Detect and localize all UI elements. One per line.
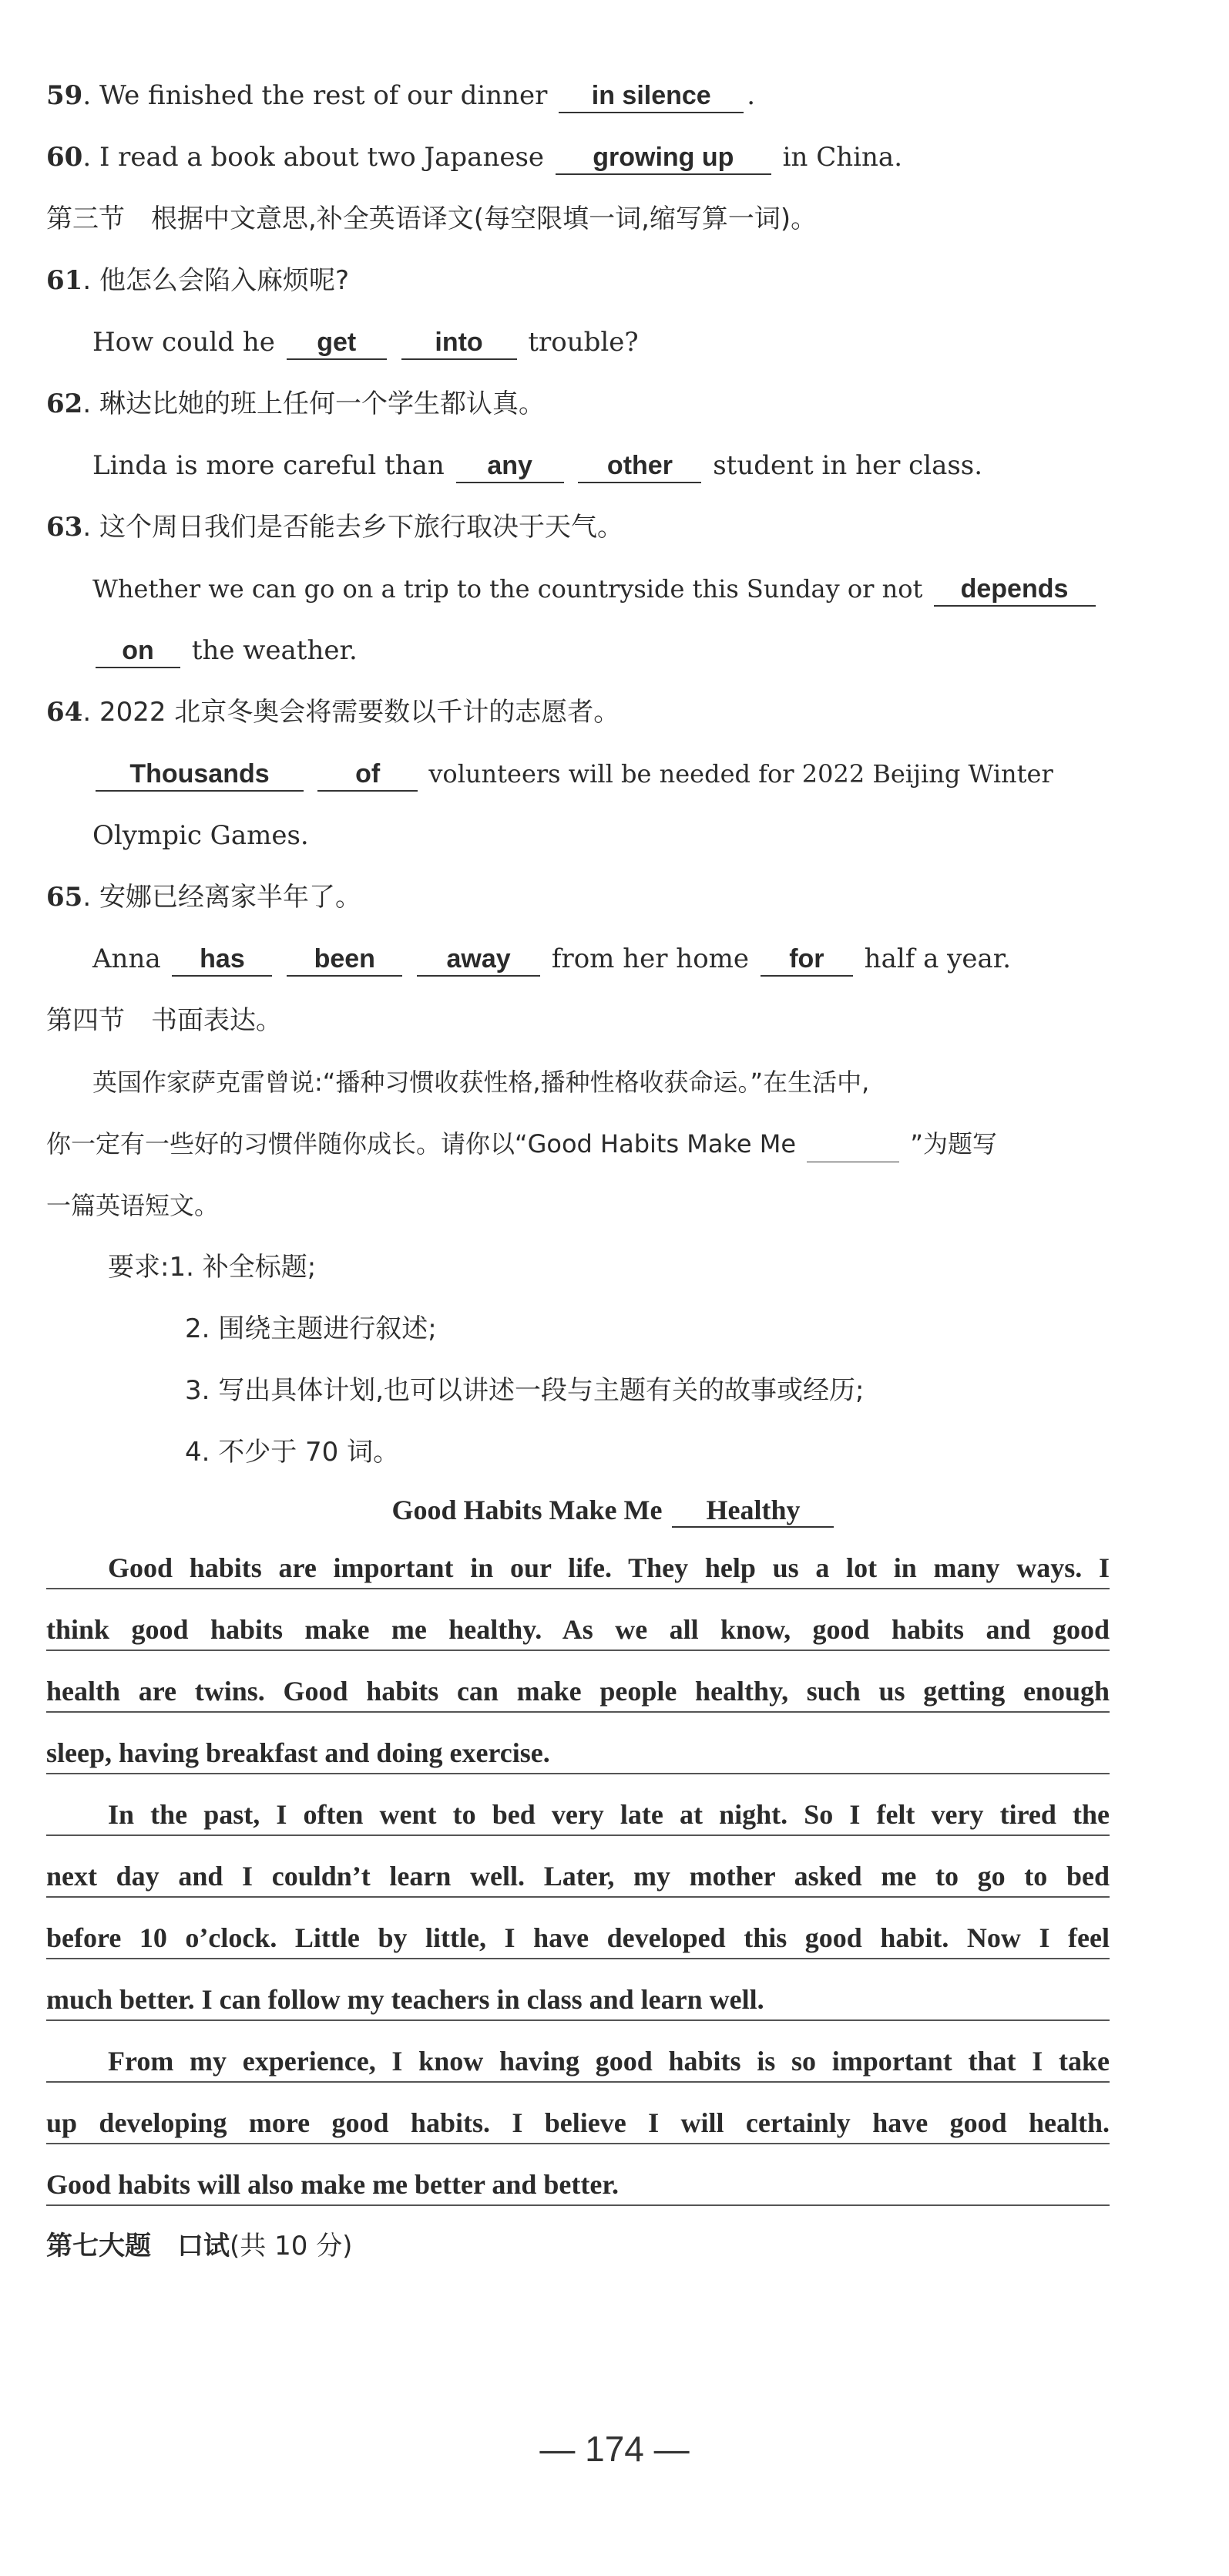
answer-blank: of <box>317 758 418 792</box>
answer-blank: any <box>456 449 564 483</box>
essay-line: next day and I couldn’t learn well. Later, my mother asked me to go to bed <box>46 1858 1110 1898</box>
question-text: How could he <box>92 327 275 358</box>
answer-blank: has <box>172 943 272 977</box>
chinese-prompt: . 安娜已经离家半年了。 <box>82 882 361 913</box>
chinese-prompt: . 他怎么会陷入麻烦呢? <box>82 265 349 296</box>
essay-line: In the past, I often went to bed very late at night. So I felt very tired the <box>46 1796 1110 1836</box>
essay-title-text: Good Habits Make Me <box>391 1495 663 1525</box>
answer-blank: depends <box>934 573 1096 607</box>
question-text: Whether we can go on a trip to the countryside this Sunday or not <box>92 574 923 604</box>
question-text: volunteers will be needed for 2022 Beijing Winter <box>428 759 1053 789</box>
requirement-4: 4. 不少于 70 词。 <box>185 1437 400 1468</box>
answer-blank: away <box>417 943 540 977</box>
essay-title <box>0 1491 1229 1528</box>
essay-title-answer: Healthy <box>672 1494 834 1528</box>
question-number: 63 <box>46 512 83 543</box>
title-blank <box>807 1129 899 1162</box>
question-text: . We finished the rest of our dinner <box>82 80 548 111</box>
answer-blank: growing up <box>556 141 771 175</box>
question-64-english <box>92 755 1113 792</box>
question-number: 61 <box>46 265 83 296</box>
requirement-3: 3. 写出具体计划,也可以讲述一段与主题有关的故事或经历; <box>185 1375 865 1406</box>
question-text: Anna <box>92 943 161 974</box>
question-64-chinese <box>46 694 1113 731</box>
question-number: 64 <box>46 697 83 728</box>
question-text-end: half a year. <box>864 943 1012 974</box>
section-7-title: 第七大题 口试 <box>46 2231 230 2262</box>
question-number: 60 <box>46 142 83 173</box>
section-7-heading <box>46 2228 1113 2265</box>
essay-line: sleep, having breakfast and doing exercise. <box>46 1734 1110 1774</box>
essay-line: Good habits are important in our life. They help us a lot in many ways. I <box>46 1549 1110 1589</box>
question-61-english <box>92 324 1113 361</box>
essay-line: up developing more good habits. I believe I will certainly have good health. <box>46 2104 1110 2144</box>
question-text-end: trouble? <box>528 327 639 358</box>
answer-blank: other <box>578 449 701 483</box>
chinese-prompt: . 2022 北京冬奥会将需要数以千计的志愿者。 <box>82 697 620 728</box>
answer-blank: been <box>287 943 402 977</box>
answer-blank: on <box>96 634 180 668</box>
section-7-score: (共 10 分) <box>230 2231 353 2262</box>
prompt-text: 你一定有一些好的习惯伴随你成长。请你以“Good Habits Make Me <box>46 1129 797 1159</box>
answer-blank: in silence <box>559 79 744 113</box>
prompt-line-2 <box>46 1125 1113 1162</box>
answer-blank: into <box>401 326 517 360</box>
question-text-end: . <box>747 80 756 111</box>
question-63-english-cont <box>92 632 1113 669</box>
question-text: . I read a book about two Japanese <box>82 142 545 173</box>
essay-line: Good habits will also make me better and better. <box>46 2166 1110 2206</box>
prompt-line-1: 英国作家萨克雷曾说:“播种习惯收获性格,播种性格收获命运。”在生活中, <box>92 1068 870 1097</box>
requirements-label: 要求: <box>108 1252 170 1283</box>
question-text-end: student in her class. <box>713 450 983 481</box>
essay-line: health are twins. Good habits can make people healthy, such us getting enough <box>46 1673 1110 1713</box>
question-63-chinese <box>46 509 1113 546</box>
prompt-text-end: ”为题写 <box>910 1129 997 1159</box>
question-63-english <box>92 570 1113 607</box>
chinese-prompt: . 琳达比她的班上任何一个学生都认真。 <box>82 388 545 419</box>
question-65-chinese <box>46 879 1113 916</box>
essay-line: much better. I can follow my teachers in class and learn well. <box>46 1981 1110 2021</box>
essay-line: before 10 o’clock. Little by little, I have developed this good habit. Now I feel <box>46 1919 1110 1959</box>
question-text-mid: from her home <box>551 943 750 974</box>
question-65-english <box>92 940 1113 977</box>
prompt-line-3: 一篇英语短文。 <box>46 1191 220 1220</box>
answer-blank: get <box>287 326 387 360</box>
question-62-chinese <box>46 385 1113 422</box>
question-text: Linda is more careful than <box>92 450 445 481</box>
answer-blank: Thousands <box>96 758 304 792</box>
question-61-chinese <box>46 262 1113 299</box>
question-64-english-cont: Olympic Games. <box>92 820 309 851</box>
question-59 <box>46 77 1113 114</box>
page-number: — 174 — <box>539 2429 690 2469</box>
section-4-heading: 第四节 书面表达。 <box>46 1005 282 1036</box>
essay-line: From my experience, I know having good habits is so important that I take <box>46 2043 1110 2083</box>
question-60 <box>46 139 1113 176</box>
question-number: 65 <box>46 882 83 913</box>
essay-line: think good habits make me healthy. As we all know, good habits and good <box>46 1611 1110 1651</box>
section-3-heading: 第三节 根据中文意思,补全英语译文(每空限填一词,缩写算一词)。 <box>46 203 818 234</box>
question-text-end: in China. <box>782 142 902 173</box>
requirement-1 <box>108 1249 1113 1286</box>
requirement-text: 1. 补全标题; <box>169 1252 317 1283</box>
question-62-english <box>92 447 1113 484</box>
answer-blank: for <box>761 943 853 977</box>
chinese-prompt: . 这个周日我们是否能去乡下旅行取决于天气。 <box>82 512 623 543</box>
requirement-2: 2. 围绕主题进行叙述; <box>185 1313 437 1344</box>
question-number: 62 <box>46 388 83 419</box>
question-text-end: the weather. <box>191 635 358 666</box>
question-number: 59 <box>46 80 83 111</box>
